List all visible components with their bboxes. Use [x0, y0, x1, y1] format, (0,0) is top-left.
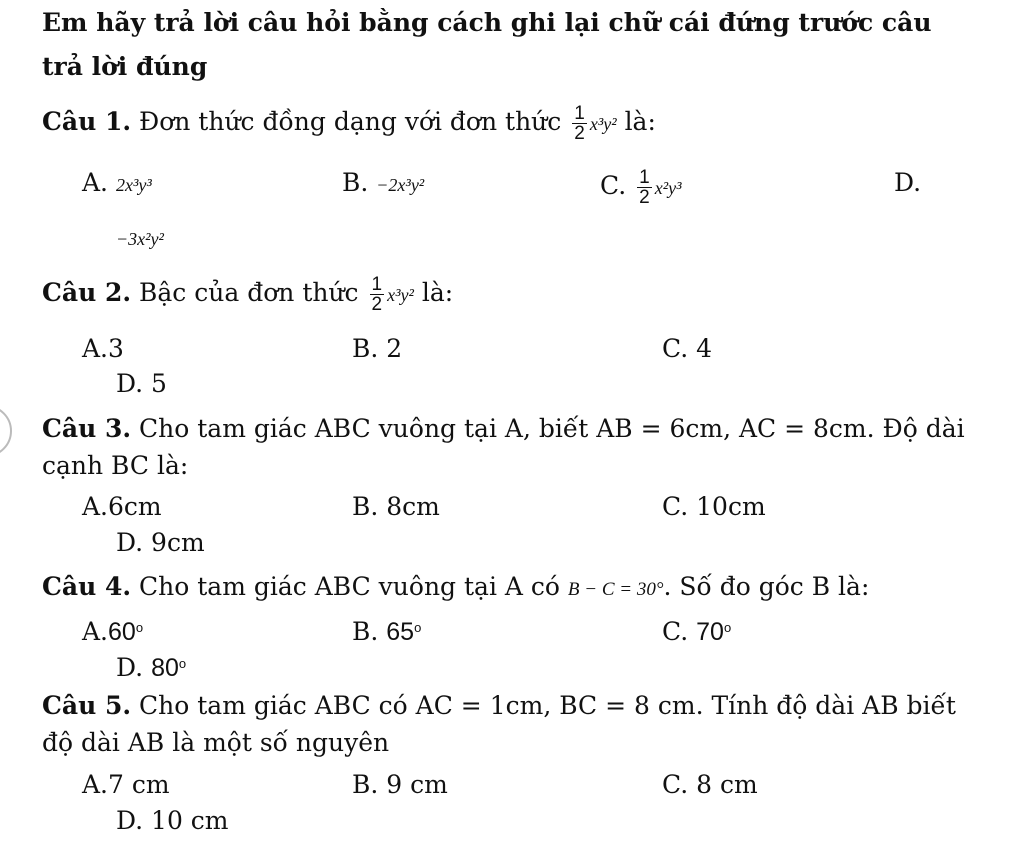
- q3-label: Câu 3.: [42, 414, 132, 443]
- q3-text-line-1: Cho tam giác ABC vuông tại A, biết AB = 6cm, AC = 8cm. Độ dài: [139, 414, 965, 443]
- question-1: [42, 104, 656, 143]
- q5-option-a[interactable]: A.7 cm: [82, 770, 170, 799]
- q2-option-c[interactable]: C. 4: [662, 334, 713, 363]
- q2-text: Bậc của đơn thức: [139, 278, 359, 307]
- q5-option-d[interactable]: D. 10 cm: [116, 806, 229, 835]
- q2-fraction: $\frac{1}{2}$: [371, 274, 383, 315]
- q1-label: Câu 1.: [42, 107, 132, 136]
- q4-option-c[interactable]: C. 70$^o$: [662, 617, 732, 646]
- q5-text-line-2: độ dài AB là một số nguyên: [42, 728, 390, 757]
- instruction-line-1: Em hãy trả lời câu hỏi bằng cách ghi lại chữ cái đứng trước câu: [42, 8, 932, 37]
- q3-option-d[interactable]: D. 9cm: [116, 528, 205, 557]
- q4-suffix: . Số đo góc B là:: [663, 572, 870, 601]
- q4-option-d[interactable]: D. 80$^o$: [116, 653, 187, 682]
- q1-option-a[interactable]: A. 2x³y³: [82, 168, 152, 197]
- q2-option-a[interactable]: A.3: [82, 334, 124, 363]
- cropped-previous-line: [0, 0, 1024, 4]
- q2-suffix: là:: [421, 278, 454, 307]
- scroll-edge-decoration: [0, 405, 12, 457]
- question-5: [42, 691, 956, 721]
- q3-text-line-2: cạnh BC là:: [42, 451, 189, 480]
- q2-label: Câu 2.: [42, 278, 132, 307]
- q5-label: Câu 5.: [42, 691, 132, 720]
- q3-option-c[interactable]: C. 10cm: [662, 492, 766, 521]
- q4-option-a[interactable]: A.60$^o$: [82, 617, 144, 646]
- question-3: [42, 414, 965, 444]
- q4-text: Cho tam giác ABC vuông tại A có: [139, 572, 560, 601]
- q5-option-b[interactable]: B. 9 cm: [352, 770, 448, 799]
- q2-monomial: x³y²: [387, 285, 414, 305]
- q5-option-c[interactable]: C. 8 cm: [662, 770, 758, 799]
- q1-option-d[interactable]: D.: [894, 168, 922, 197]
- q3-option-a[interactable]: A.6cm: [82, 492, 162, 521]
- q1-monomial: x³y²: [589, 114, 617, 134]
- q4-option-b[interactable]: B. 65$^o$: [352, 617, 422, 646]
- q1-fraction: $\frac{1}{2}$: [574, 103, 585, 144]
- q3-option-b[interactable]: B. 8cm: [352, 492, 440, 521]
- q5-text-line-1: Cho tam giác ABC có AC = 1cm, BC = 8 cm. Tính độ dài AB biết: [139, 691, 956, 720]
- q1-suffix: là:: [624, 107, 656, 136]
- q1-option-c[interactable]: C. $\frac{1}{2}$ x²y³: [600, 167, 682, 208]
- q1-option-d-value: −3x²y²: [116, 229, 164, 249]
- q1-option-b[interactable]: B. −2x³y²: [342, 168, 425, 197]
- question-2: [42, 275, 453, 314]
- q4-formula: B − C = 30°: [567, 579, 664, 600]
- question-4: [42, 572, 869, 605]
- instruction-line-2: trả lời đúng: [42, 52, 208, 81]
- q2-option-d[interactable]: D. 5: [116, 369, 167, 398]
- q4-label: Câu 4.: [42, 572, 132, 601]
- q1-text: Đơn thức đồng dạng với đơn thức: [139, 107, 562, 136]
- q2-option-b[interactable]: B. 2: [352, 334, 403, 363]
